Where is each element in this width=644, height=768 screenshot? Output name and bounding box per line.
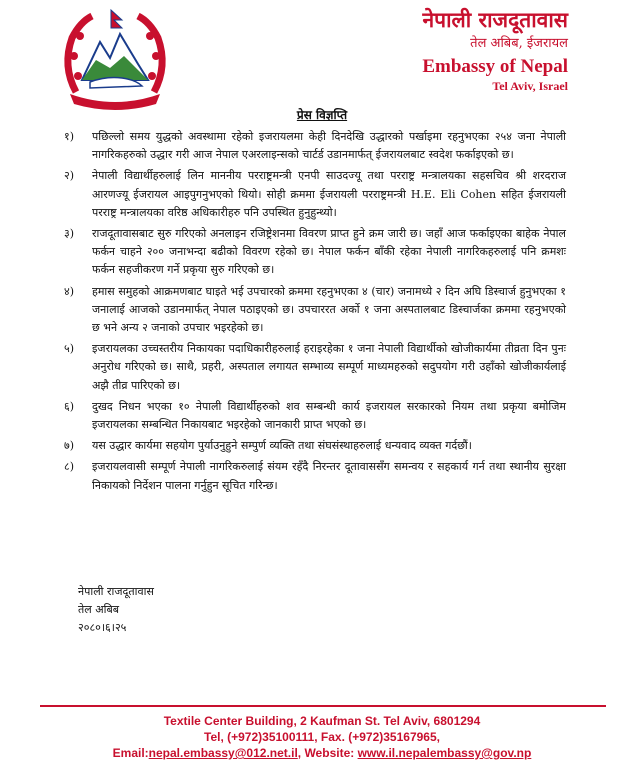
item-text: दुखद निधन भएका १० नेपाली विद्यार्थीहरुको शव सम्बन्धी कार्य इजरायल सरकारको नियम तथा प्रकृया बमोजिम इजरायलका सम्बन्धित निकायबाट भइरहेको जानकारी प्राप्त भएको छ।: [92, 399, 566, 432]
footer: [0, 713, 644, 761]
list-item: [64, 128, 566, 164]
item-number: १): [64, 130, 75, 143]
footer-phone: Tel, (+972)35100111, Fax. (+972)35167965,: [204, 730, 440, 744]
embassy-city-english: Tel Aviv, Israel: [492, 79, 568, 93]
item-text: नेपाली विद्यार्थीहरुलाई लिन माननीय परराष्ट्रमन्त्री एनपी साउदज्यू तथा परराष्ट्र मन्त्रालयका सहसचिव श्री शरदराज आरणज्यू ईजरायल आइपुगनुभएको थियो। सोही क्रममा ईजरायली परराष्ट्रमन्त्री H.E. Eli Cohen सहित ईजरायली परराष्ट्र मन्त्रालयका वरिष्ठ अधिकारीहरु पनि उपस्थित हुनुहुन्थ्यो।: [92, 169, 566, 219]
item-text: इजरायलका उच्चस्तरीय निकायका पदाधिकारीहरुलाई हराइरहेका १ जना नेपाली विद्यार्थीको खोजीकार्यमा तीव्रता दिन पुनः अनुरोध गरिएको छ। साथै, प्रहरी, अस्पताल लगायत सम्भाव्य सम्पूर्ण माध्यमहरुको सदुपयोग गरी उहाँको खोजीकार्यलाई अझै तीव्र पारिएको छ।: [92, 342, 566, 392]
email-label: Email:: [112, 746, 149, 760]
item-number: ३): [64, 227, 75, 241]
item-number: २): [64, 169, 75, 183]
press-release-title: प्रेस विज्ञप्ति: [296, 108, 348, 122]
website-label: , Website:: [297, 746, 358, 760]
item-number: ६): [64, 399, 75, 413]
signature-city: तेल अबिब: [78, 603, 120, 616]
item-number: ४): [64, 284, 75, 298]
footer-address: Textile Center Building, 2 Kaufman St. Tel Aviv, 6801294: [163, 714, 481, 728]
item-text: पछिल्लो समय युद्धको अवस्थामा रहेको इजरायलमा केही दिनदेखि उद्धारको पर्खाइमा रहनुभएका २५४ जना नेपाली नागरिकहरुको उद्धार गरी आज नेपाल एअरलाइन्सको चार्टर्ड उडानमार्फत् ईजरायलबाट स्वदेश फर्काइएको छ।: [92, 130, 566, 162]
list-item: [64, 398, 566, 434]
signature-date: २०८०।६।२५: [78, 621, 127, 634]
list-item: [64, 458, 566, 494]
embassy-city-nepali: तेल अबिब, ईजरायल: [470, 36, 568, 51]
list-item: [64, 225, 566, 280]
item-text: यस उद्धार कार्यमा सहयोग पुर्याउनुहुने सम्पुर्ण व्यक्ति तथा संघसंस्थाहरुलाई धन्यवाद व्यक्त गर्दछौं।: [92, 439, 472, 453]
press-release-body: [64, 128, 566, 498]
embassy-title-english: Embassy of Nepal: [422, 56, 568, 77]
website-link[interactable]: www.il.nepalembassy@gov.np: [357, 746, 532, 760]
signature-embassy: नेपाली राजदूतावास: [78, 585, 154, 598]
list-item: [64, 340, 566, 395]
item-number: ८): [64, 460, 75, 474]
signature-block: [78, 583, 154, 637]
footer-contact: [0, 745, 644, 761]
list-item: [64, 167, 566, 222]
nepal-emblem-icon: [56, 6, 174, 114]
item-number: ७): [64, 439, 75, 453]
item-text: हमास समुहको आक्रमणबाट घाइते भई उपचारको क्रममा रहनुभएका ४ (चार) जनामध्ये २ दिन अघि डिस्चार्ज हुनुभएका १ जनालाई आजको उडानमार्फत् नेपाल पठाइएको छ। उपचाररत अर्को १ जना अस्पतालबाट डिस्चार्जका क्रममा रहनुभएको छ भने अन्य २ जनाको उपचार भइरहेको छ।: [92, 284, 566, 335]
item-text: राजदूतावासबाट सुरु गरिएको अनलाइन रजिष्ट्रेशनमा विवरण प्राप्त हुने क्रम जारी छ। जहाँ आज फर्काइएका बाहेक नेपाल फर्कन चाहने २०० जनाभन्दा बढीको विवरण रहेको छ। नेपाल फर्कन बाँकी रहेका नेपाली नागरिकहरुलाई पनि क्रमशः फर्कन सहजीकरण गर्ने प्रकृया सुरु गरिएको छ।: [92, 227, 566, 277]
item-text: इजरायलवासी सम्पूर्ण नेपाली नागरिकरुलाई संयम रहँदै निरन्तर दूतावाससँग समन्वय र सहकार्य गर्न तथा स्थानीय सुरक्षा निकायको निर्देशन पालना गर्नुहुन सूचित गरिन्छ।: [92, 460, 566, 492]
email-link[interactable]: nepal.embassy@012.net.il: [148, 746, 298, 760]
embassy-header: [422, 8, 568, 94]
list-item: [64, 437, 566, 455]
list-item: [64, 283, 566, 338]
item-number: ५): [64, 342, 75, 356]
embassy-title-nepali: नेपाली राजदूतावास: [422, 7, 568, 32]
footer-divider: [40, 705, 606, 707]
